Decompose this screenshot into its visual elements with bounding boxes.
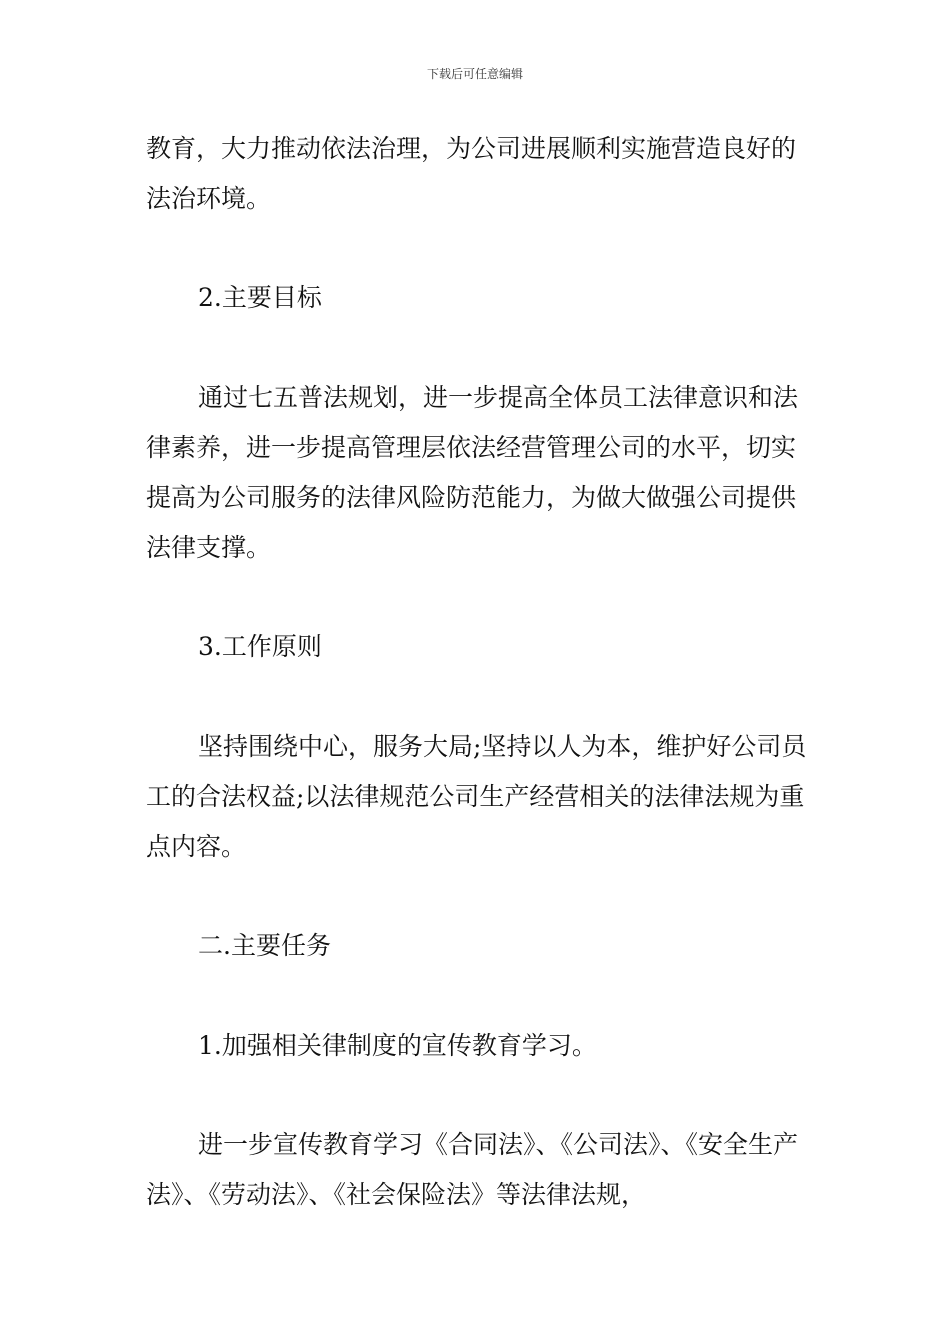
paragraph-legal-education: 进一步宣传教育学习《合同法》、《公司法》、《安全生产法》、《劳动法》、《社会保险法》等法律法规，: [146, 1130, 799, 1209]
paragraph-main-goals: 通过七五普法规划，进一步提高全体员工法律意识和法律素养，进一步提高管理层依法经营管理公司的水平，切实提高为公司服务的法律风险防范能力，为做大做强公司提供法律支撑。: [146, 383, 799, 562]
paragraph-work-principles: 坚持围绕中心，服务大局;坚持以人为本，维护好公司员工的合法权益;以法律规范公司生产经营相关的法律法规为重点内容。: [146, 732, 807, 861]
section-heading-work-principles: 3.工作原则: [198, 632, 322, 661]
page-header-note: 下载后可任意编辑: [426, 67, 523, 81]
paragraph-continuation: 教育，大力推动依法治理，为公司进展顺利实施营造良好的法治环境。: [146, 134, 797, 213]
section-heading-main-goals: 2.主要目标: [198, 283, 322, 312]
section-heading-main-tasks: 二.主要任务: [198, 931, 331, 960]
subsection-heading-legal-education: 1.加强相关律制度的宣传教育学习。: [198, 1031, 597, 1060]
